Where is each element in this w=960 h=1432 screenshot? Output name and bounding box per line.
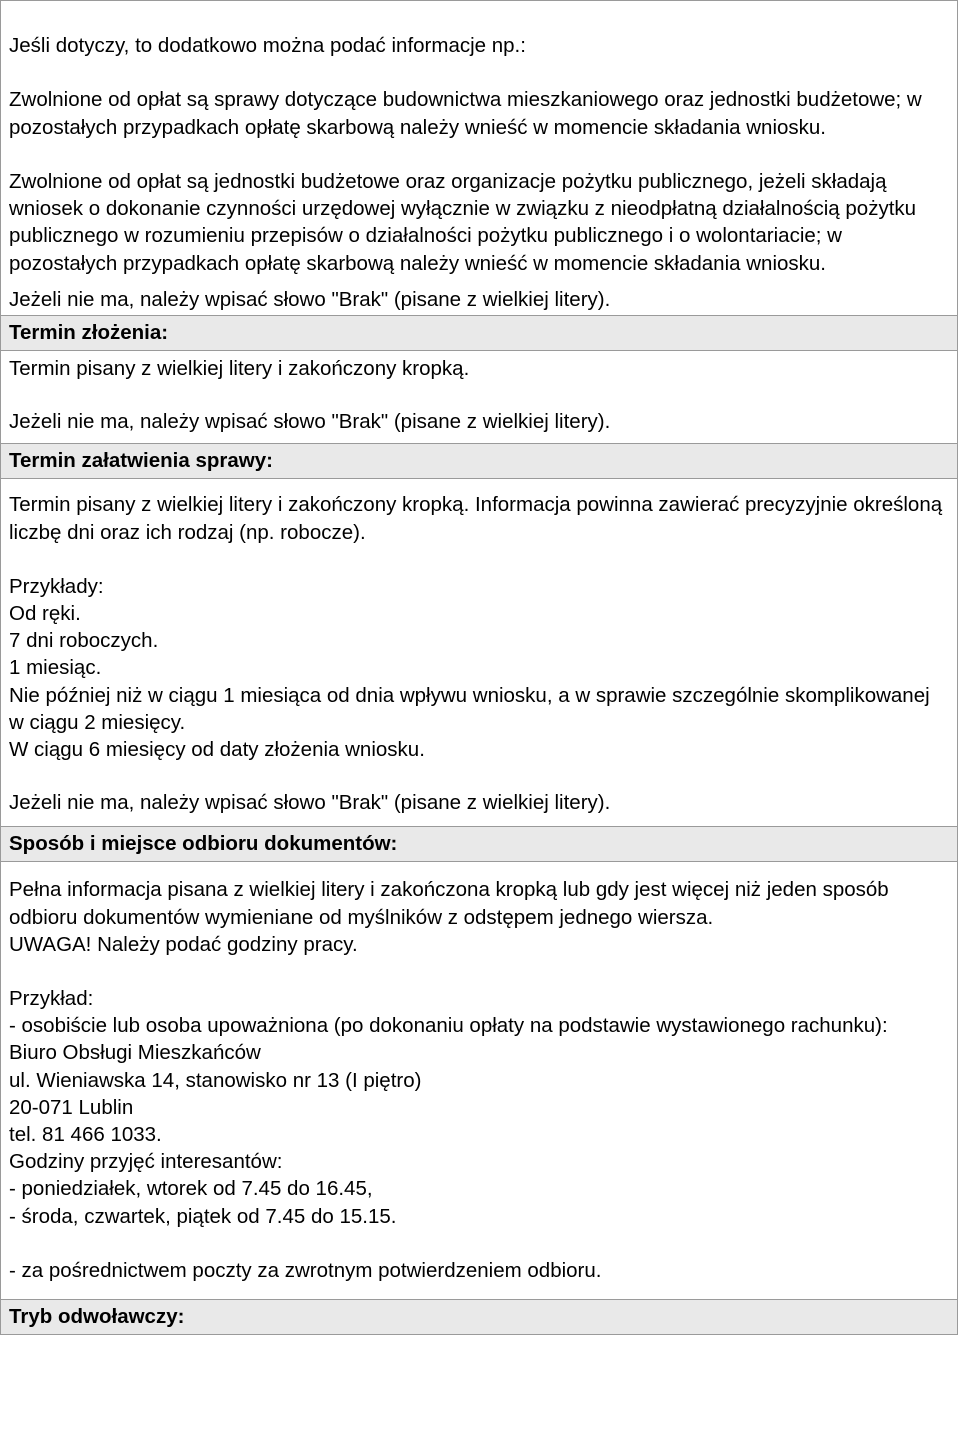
termin-zalatwienia-text: Termin pisany z wielkiej litery i zakończony kropką. Informacja powinna zawierać precyzyjnie określoną liczbę dni oraz ich rodzaj (np. robocze). <box>9 493 943 544</box>
post-option-text: - za pośrednictwem poczty za zwrotnym potwierdzeniem odbioru. <box>9 1258 602 1282</box>
tryb-odwolawczy-header: Tryb odwoławczy: <box>0 1299 958 1335</box>
list-item: Przykład: <box>9 987 94 1011</box>
list-item: 1 miesiąc. <box>9 656 102 680</box>
brak-note: Jeżeli nie ma, należy wpisać słowo "Brak" (pisane z wielkiej litery). <box>9 287 611 311</box>
termin-zlozenia-text: Termin pisany z wielkiej litery i zakończony kropką. <box>9 357 470 380</box>
termin-zlozenia-cell <box>0 351 958 443</box>
list-item: - środa, czwartek, piątek od 7.45 do 15.15. <box>9 1204 397 1228</box>
list-item: Biuro Obsługi Mieszkańców <box>9 1041 261 1065</box>
fee-exemption-paragraph-2: Zwolnione od opłat są jednostki budżetowe oraz organizacje pożytku publicznego, jeżeli składają wniosek o dokonanie czynności urzędowej wyłącznie w związku z nieodpłatną działalnością pożytku publicznego w rozumieniu przepisów o działalności pożytku publicznego i o wolontariacie; w pozostałych przypadkach opłatę skarbową należy wnieść w momencie składania wniosku. <box>9 169 917 275</box>
sposob-odbioru-intro <box>9 876 949 958</box>
examples-list <box>9 573 949 763</box>
sposob-odbioru-cell <box>0 862 958 1299</box>
list-item: - osobiście lub osoba upoważniona (po dokonaniu opłaty na podstawie wystawionego rachunku): <box>9 1014 888 1038</box>
list-item: W ciągu 6 miesięcy od daty złożenia wniosku. <box>9 738 425 762</box>
list-item: 20-071 Lublin <box>9 1095 134 1119</box>
termin-zalatwienia-cell <box>0 479 958 826</box>
list-item: UWAGA! Należy podać godziny pracy. <box>9 932 358 956</box>
list-item: Przykłady: <box>9 574 104 598</box>
brak-note: Jeżeli nie ma, należy wpisać słowo "Brak" (pisane z wielkiej litery). <box>9 791 611 815</box>
list-item: Od ręki. <box>9 602 81 626</box>
fee-info-cell <box>0 0 958 315</box>
list-item: - poniedziałek, wtorek od 7.45 do 16.45, <box>9 1177 373 1201</box>
list-item: tel. 81 466 1033. <box>9 1123 162 1147</box>
fee-exemption-paragraph-1: Zwolnione od opłat są sprawy dotyczące budownictwa mieszkaniowego oraz jednostki budżetowe; w pozostałych przypadkach opłatę skarbową należy wnieść w momencie składania wniosku. <box>9 88 922 139</box>
termin-zalatwienia-header: Termin załatwienia sprawy: <box>0 443 958 479</box>
sposob-odbioru-header: Sposób i miejsce odbioru dokumentów: <box>0 826 958 862</box>
list-item: Pełna informacja pisana z wielkiej litery i zakończona kropką lub gdy jest więcej niż jeden sposób odbioru dokumentów wymieniane od myślników z odstępem jednego wiersza. <box>9 878 889 929</box>
brak-note: Jeżeli nie ma, należy wpisać słowo "Brak" (pisane z wielkiej litery). <box>9 410 611 434</box>
termin-zlozenia-header: Termin złożenia: <box>0 315 958 351</box>
list-item: 7 dni roboczych. <box>9 629 159 653</box>
intro-text: Jeśli dotyczy, to dodatkowo można podać informacje np.: <box>9 34 526 57</box>
example-block <box>9 985 949 1230</box>
list-item: Nie później niż w ciągu 1 miesiąca od dnia wpływu wniosku, a w sprawie szczególnie skomplikowanej w ciągu 2 miesięcy. <box>9 683 930 734</box>
list-item: Godziny przyjęć interesantów: <box>9 1150 283 1174</box>
list-item: ul. Wieniawska 14, stanowisko nr 13 (I piętro) <box>9 1068 422 1092</box>
